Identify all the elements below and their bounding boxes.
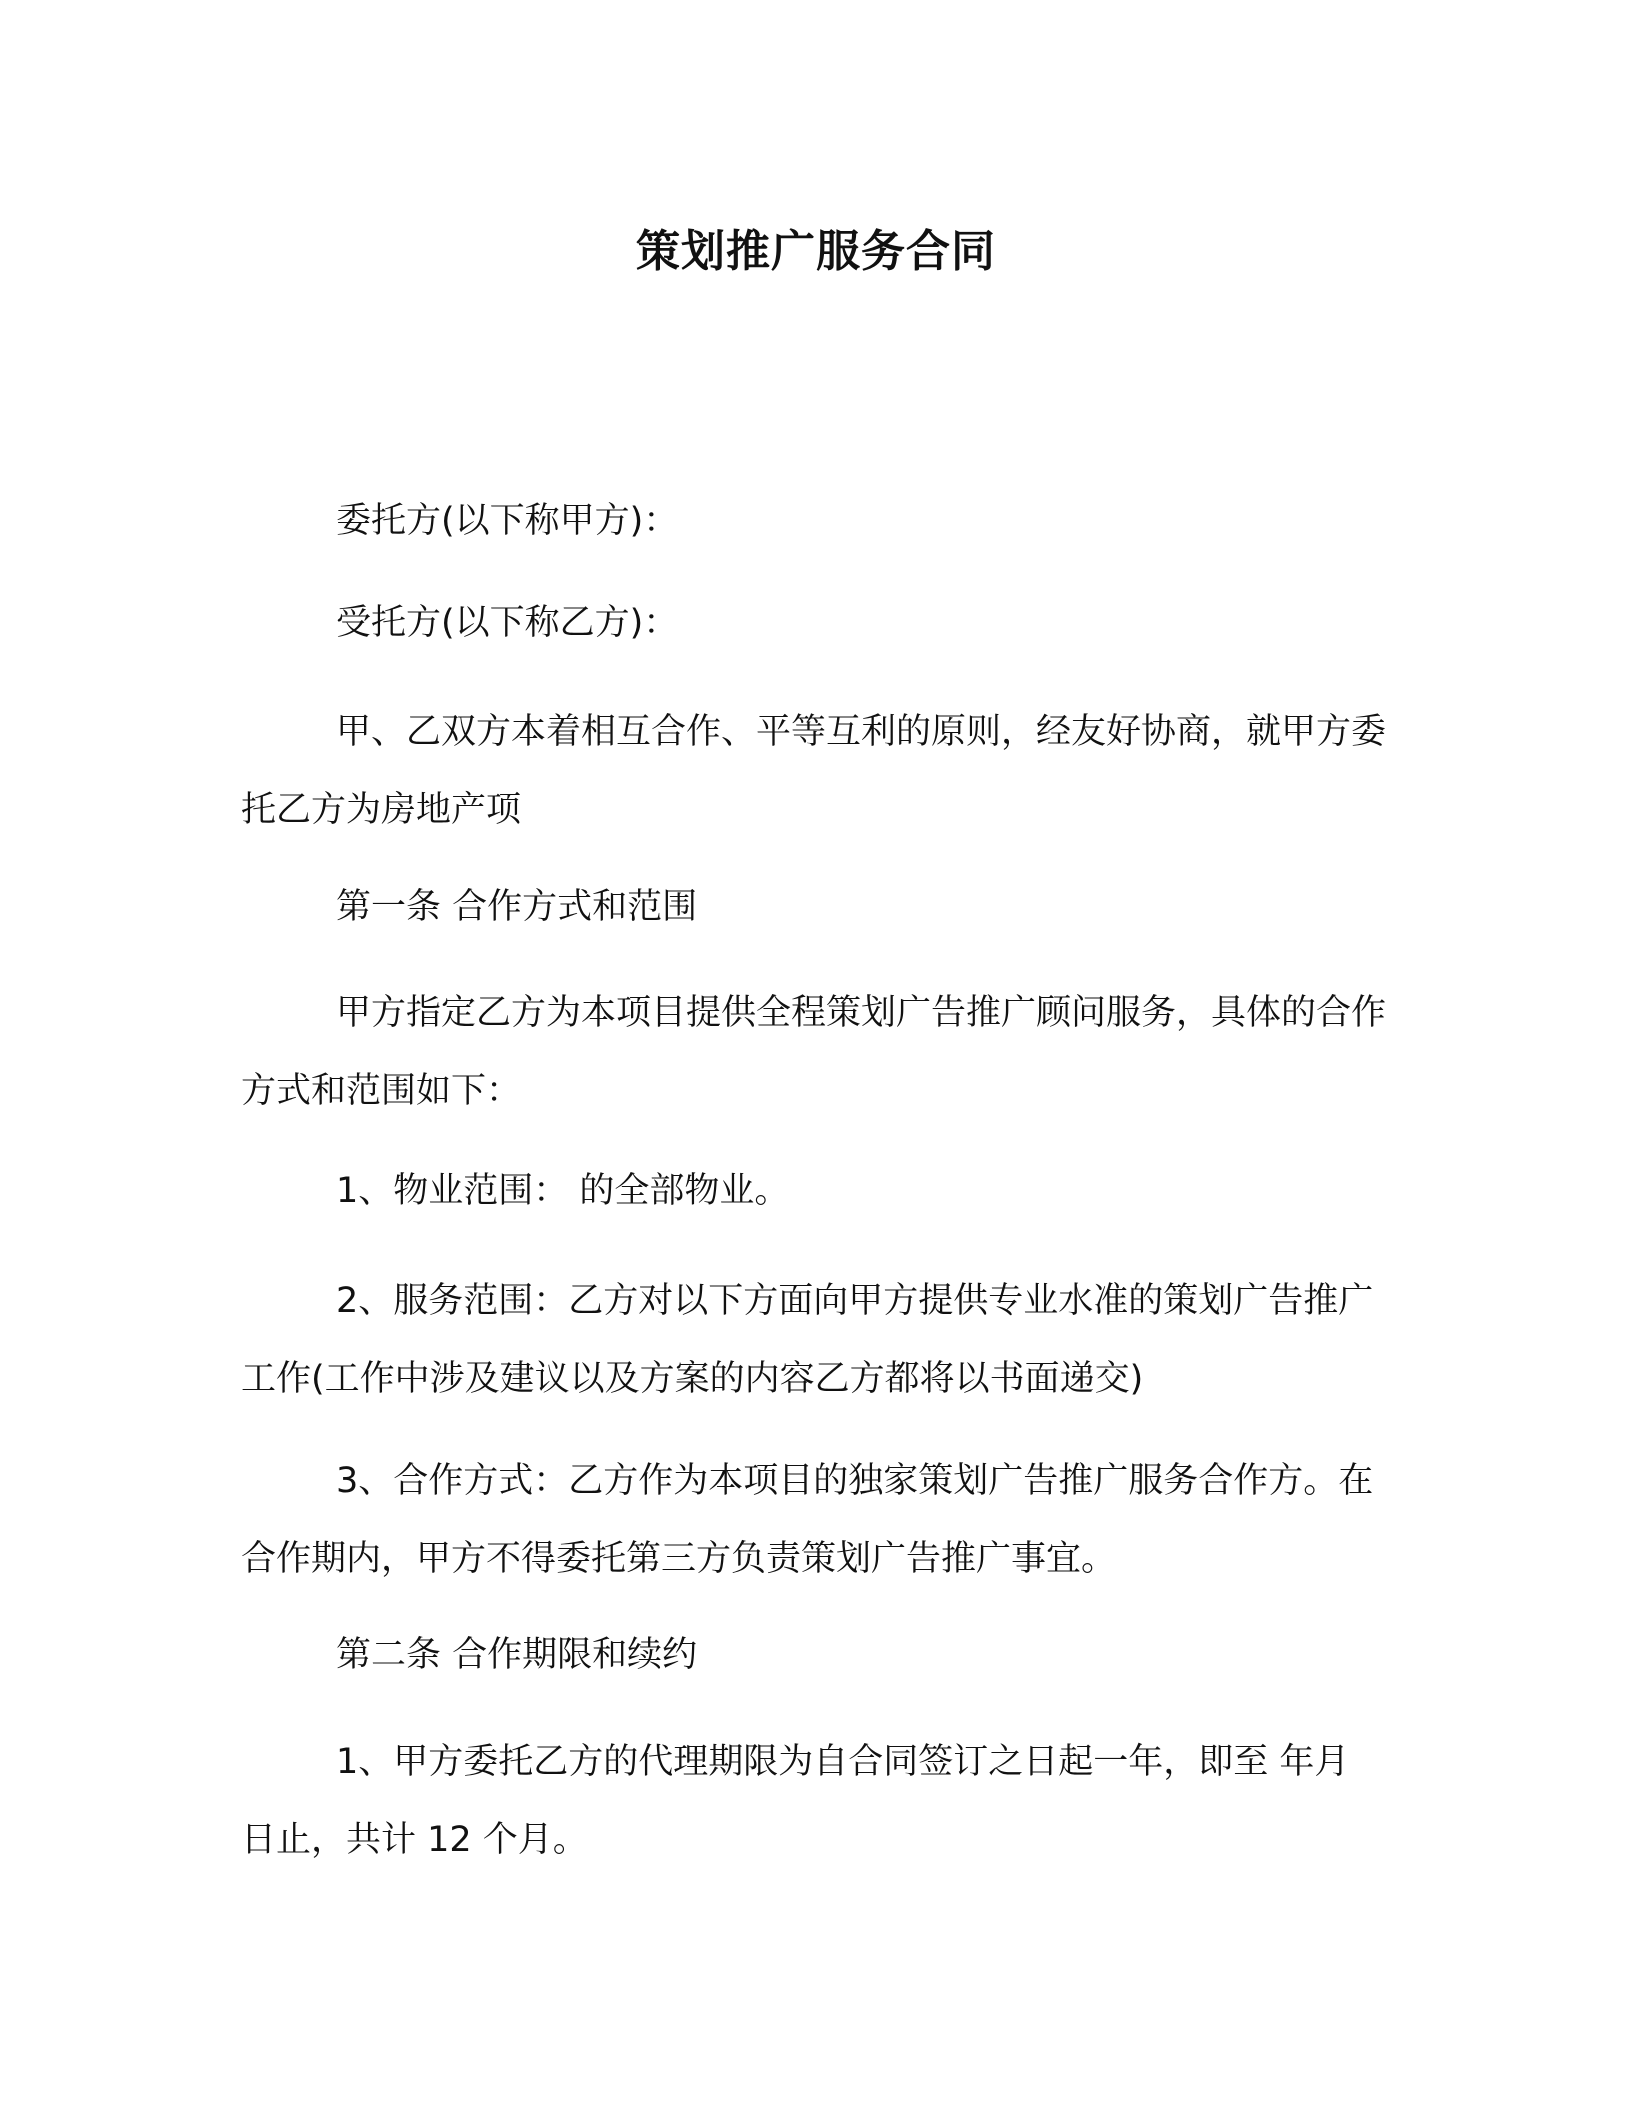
paragraph-client: 委托方(以下称甲方)： <box>336 501 679 541</box>
paragraph-preamble: 甲、乙双方本着相互合作、平等互利的原则，经友好协商，就甲方委托乙方为房地产项 <box>241 712 1387 830</box>
document-title: 策划推广服务合同 <box>636 226 996 277</box>
list-item-agency-term: 1、甲方委托乙方的代理期限为自合同签订之日起一年，即至 年月 日止，共计 12 个月。 <box>241 1742 1350 1860</box>
heading-article-2: 第二条 合作期限和续约 <box>336 1635 698 1675</box>
paragraph-article-1-intro: 甲方指定乙方为本项目提供全程策划广告推广顾问服务，具体的合作方式和范围如下： <box>241 993 1387 1111</box>
list-item-cooperation-mode: 3、合作方式：乙方作为本项目的独家策划广告推广服务合作方。在合作期内，甲方不得委托第三方负责策划广告推广事宜。 <box>241 1461 1374 1579</box>
heading-article-1: 第一条 合作方式和范围 <box>336 887 698 927</box>
list-item-service-scope: 2、服务范围：乙方对以下方面向甲方提供专业水准的策划广告推广工作(工作中涉及建议以及方案的内容乙方都将以书面递交) <box>241 1281 1374 1399</box>
paragraph-contractor: 受托方(以下称乙方)： <box>336 603 679 643</box>
list-item-property-scope: 1、物业范围： 的全部物业。 <box>336 1171 790 1211</box>
